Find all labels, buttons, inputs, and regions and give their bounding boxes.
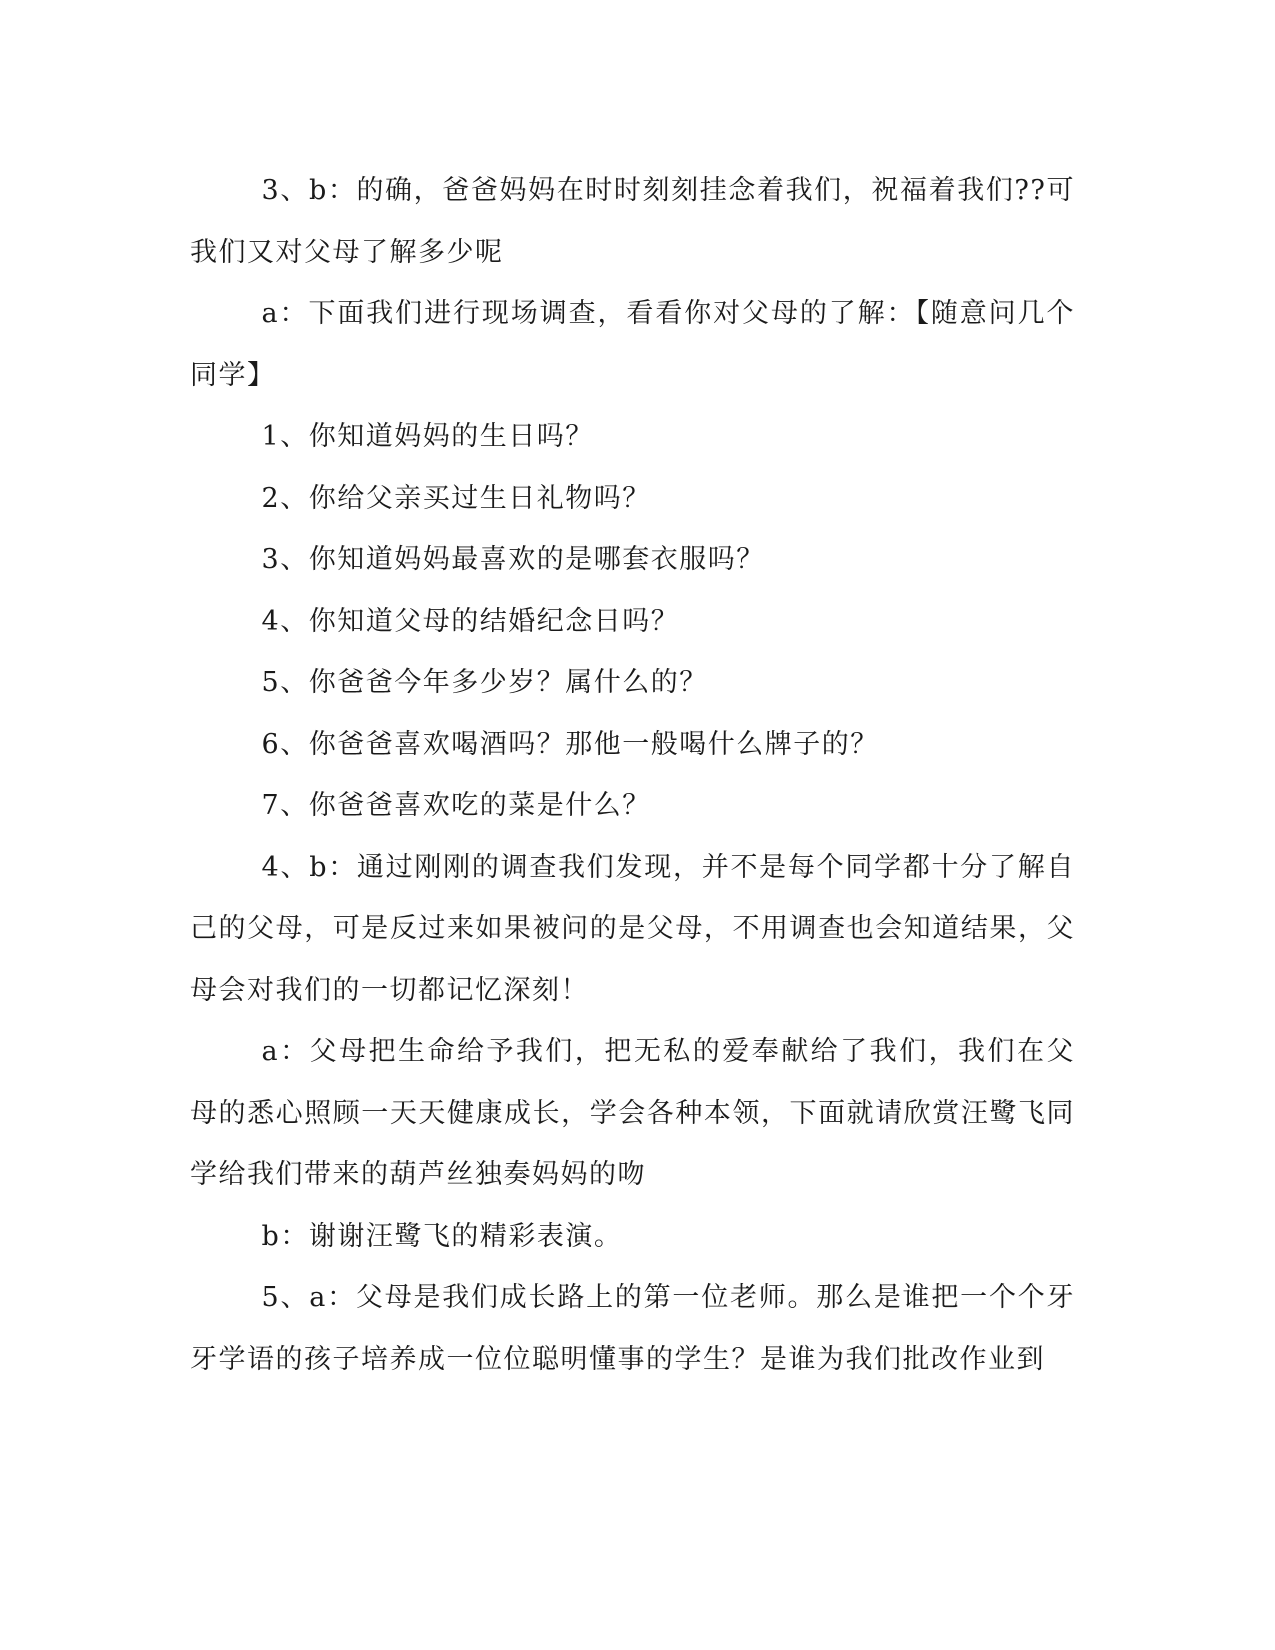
question-2: 2、你给父亲买过生日礼物吗？ bbox=[261, 482, 651, 514]
paragraph-a-survey: a：下面我们进行现场调查，看看你对父母的了解：【随意问几个同学】 bbox=[190, 298, 1075, 391]
question-3: 3、你知道妈妈最喜欢的是哪套衣服吗？ bbox=[261, 544, 765, 575]
paragraph-b3: 3、b：的确，爸爸妈妈在时时刻刻挂念着我们，祝福着我们??可我们又对父母了解多少呢 bbox=[190, 175, 1075, 268]
paragraph-b4: 4、b：通过刚刚的调查我们发现，并不是每个同学都十分了解自己的父母，可是反过来如果被问的是父母，不用调查也会知道结果，父母会对我们的一切都记忆深刻！ bbox=[190, 851, 1075, 1006]
paragraph-b-thanks: b：谢谢汪鹭飞的精彩表演。 bbox=[261, 1220, 623, 1252]
question-7: 7、你爸爸喜欢吃的菜是什么？ bbox=[261, 790, 651, 821]
document-body bbox=[190, 160, 1075, 1390]
question-6: 6、你爸爸喜欢喝酒吗？那他一般喝什么牌子的？ bbox=[261, 728, 879, 760]
question-5: 5、你爸爸今年多少岁？属什么的？ bbox=[261, 667, 708, 698]
paragraph-a-parents: a：父母把生命给予我们，把无私的爱奉献给了我们，我们在父母的悉心照顾一天天健康成长，学会各种本领，下面就请欣赏汪鹭飞同学给我们带来的葫芦丝独奏妈妈的吻 bbox=[190, 1036, 1075, 1190]
question-4: 4、你知道父母的结婚纪念日吗？ bbox=[261, 605, 680, 637]
paragraph-a5: 5、a：父母是我们成长路上的第一位老师。那么是谁把一个个牙牙学语的孩子培养成一位位聪明懂事的学生？是谁为我们批改作业到 bbox=[190, 1282, 1075, 1375]
question-1: 1、你知道妈妈的生日吗？ bbox=[261, 421, 594, 452]
